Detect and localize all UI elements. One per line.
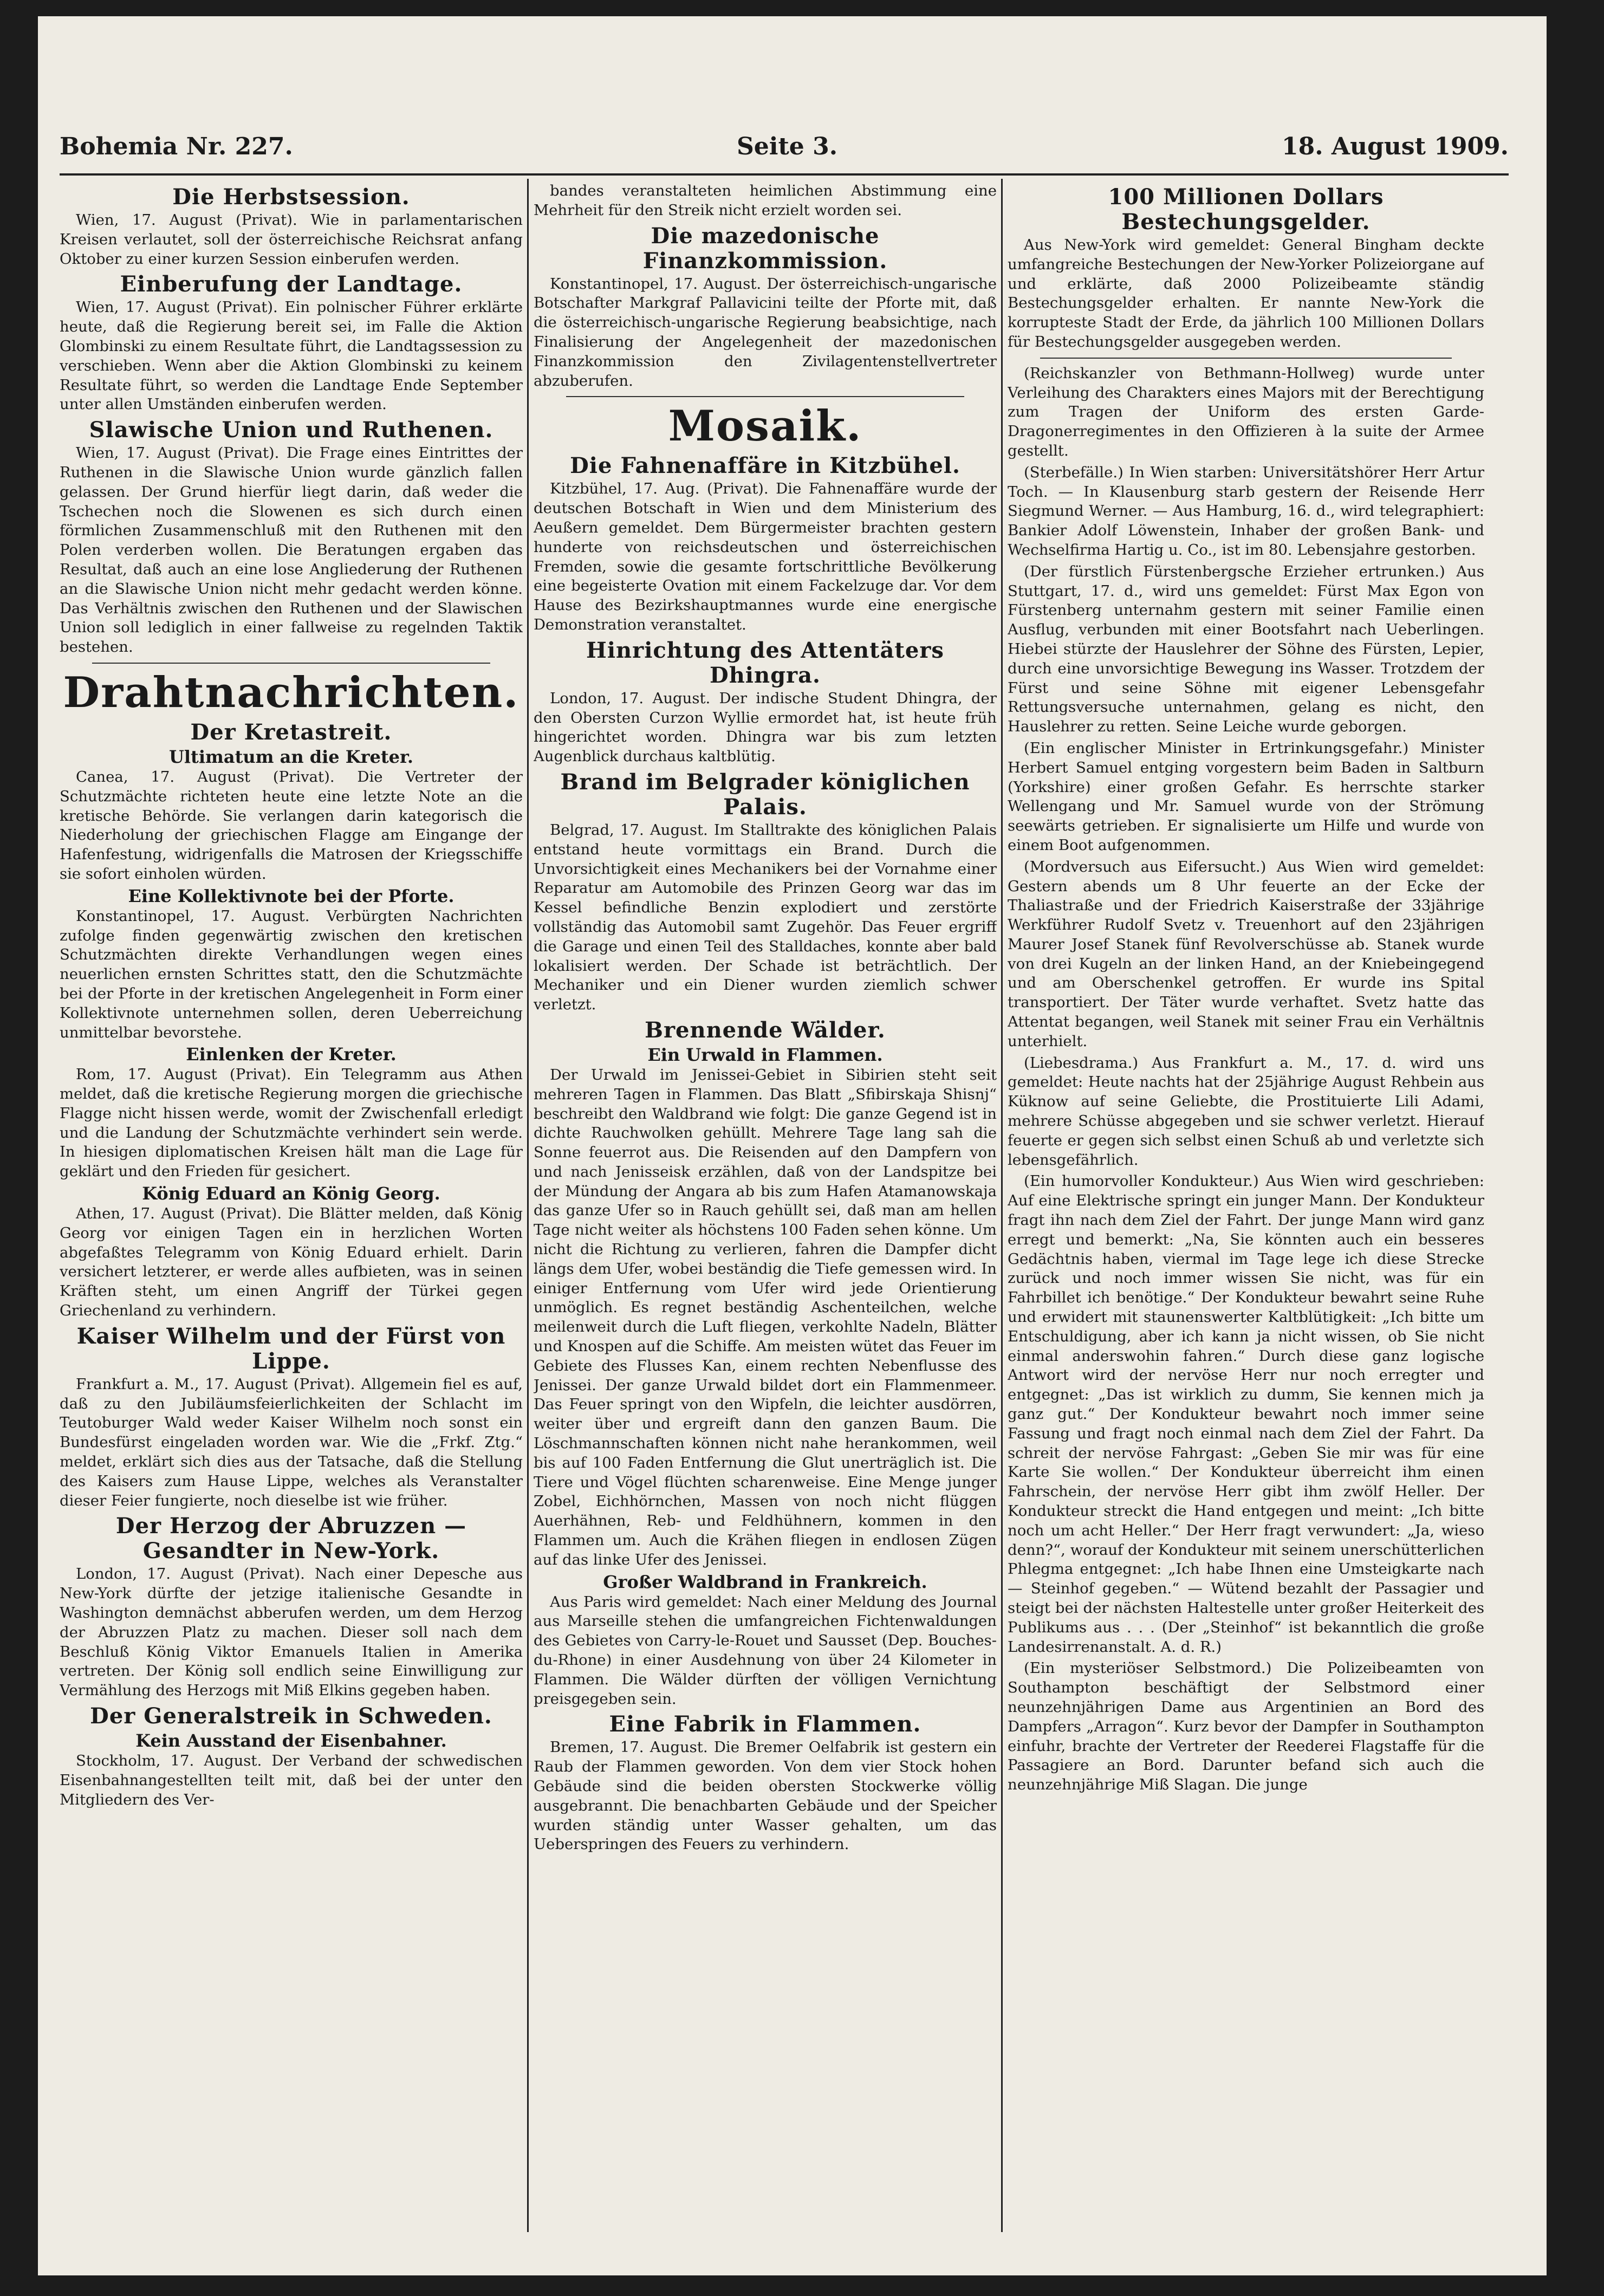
headline: Die Fahnenaffäre in Kitzbühel. (570, 453, 960, 479)
section-divider (1040, 358, 1452, 359)
article-text: Belgrad, 17. August. Im Stalltrakte des königlichen Palais entstand heute vormittags ein Brand. Durch die Unvorsichtigkeit eines Mechanikers bei der Vornahme einer Reparatur am Automobile des Prinzen Georg war das im Kessel befindliche Benzin explodiert und zerstörte vollständig das Automobil samt Zugehör. Das Feuer ergriff die Garage und einen Teil des Stalldaches, konnte aber bald lokalisiert werden. Der Schade ist beträchtlich. Der Mechaniker und ein Diener wurden ziemlich schwer verletzt. (534, 821, 997, 1014)
subheadline: Eine Kollektivnote bei der Pforte. (128, 885, 454, 906)
section-divider (566, 396, 964, 397)
article-text: London, 17. August. Der indische Student Dhingra, der den Obersten Curzon Wyllie ermordet hat, ist heute früh hingerichtet worden. Dhingra war bis zum letzten Augenblick durchaus kaltblütig. (534, 689, 997, 766)
column-rule-1 (527, 179, 529, 2232)
article-text: Bremen, 17. August. Die Bremer Oelfabrik ist gestern ein Raub der Flammen geworden. Von dem vier Stock hohen Gebäude sind die beiden obersten Stockwerke völlig ausgebrannt. Die benachbarten Gebäude und der Speicher wurden ständig unter Wasser gehalten, um das Ueberspringen des Feuers zu verhindern. (534, 1739, 997, 1853)
headline: Der Kretastreit. (190, 719, 392, 745)
header-rule (60, 173, 1509, 176)
article-text: Der Urwald im Jenissei-Gebiet in Sibirien steht seit mehreren Tagen in Flammen. Das Blatt „Sfibirskaja Shisnj“ beschreibt den Waldbrand wie folgt: Die ganze Gegend ist in dichte Rauchwolken gehüllt. Mehrere Tage lang sah die Sonne feuerrot aus. Die Reisenden auf den Dampfern von und nach Jenisseisk erzählen, daß von der Landspitze bei der Mündung der Angara ab bis zum Hafen Atamanowskaja das ganze Ufer so in Rauch gehüllt sei, daß man am hellen Tage nicht weiter als höchstens 100 Faden sehen könne. Um nicht die Richtung zu verlieren, fahren die Dampfer dicht längs dem Ufer, wobei beständig die Tiefe gemessen wird. In einiger Entfernung vom Ufer wird jede Orientierung unmöglich. Es regnet beständig Aschenteilchen, welche meilenweit durch die Luft fliegen, verkohlte Nadeln, Blätter und Knospen auf die Schiffe. Am meisten wütet das Feuer im Gebiete des Flusses Kan, einem rechten Nebenflusse des Jenissei. Der ganze Urwald bildet dort ein Flammenmeer. Das Feuer springt von den Wipfeln, die leichter ausdörren, weiter über und ergreift dann den ganzen Baum. Die Löschmannschaften können nicht nahe herankommen, weil bis auf 100 Faden Entfernung die Glut unerträglich ist. Die Tiere und Vögel flüchten scharenweise. Eine Menge junger Zobel, Eichhörnchen, Massen von noch nicht flüggen Auerhähnen, Reb- und Feldhühnern, kommen in den Flammen um. Auch die Krähen fliegen in endlosen Zügen auf das linke Ufer des Jenissei. (534, 1066, 997, 1568)
article-text: Stockholm, 17. August. Der Verband der schwedischen Eisenbahnangestellten teilt mit, daß bei der unter den Mitgliedern des Ver- (60, 1752, 523, 1808)
article-text: London, 17. August (Privat). Nach einer Depesche aus New-York dürfte der jetzige italienische Gesandte in Washington demnächst abberufen werden, um dem Herzog der Abruzzen Platz zu machen. Dieser soll nach dem Beschluß König Viktor Emanuels Italien in Amerika vertreten. Der König soll endlich seine Einwilligung zur Vermählung des Herzogs mit Miß Elkins gegeben haben. (60, 1565, 523, 1700)
article-text: Wien, 17. August (Privat). Die Frage eines Eintrittes der Ruthenen in die Slawische Union wurde gänzlich fallen gelassen. Der Grund hierfür liegt darin, daß weder die Tschechen noch die Slowenen es sich durch einen förmlichen Zusammenschluß mit den Ruthenen mit den Polen verderben wollen. Die Beratungen ergaben das Resultat, daß auch an eine lose Angliederung der Ruthenen an die Slawische Union nicht mehr gedacht werden könne. Das Verhältnis zwischen den Ruthenen und der Slawischen Union soll lediglich in einer fallweise zu regelnden Taktik bestehen. (60, 444, 523, 656)
article-text: Kitzbühel, 17. Aug. (Privat). Die Fahnenaffäre wurde der deutschen Botschaft in Wien und dem Ministerium des Aeußern gemeldet. Dem Bürgermeister brachten gestern hunderte von reichsdeutschen und österreichischen Fremden, sowie die gesamte fortschrittliche Bevölkerung eine begeisterte Ovation mit einem Fackelzuge dar. Vor dem Hause des Bezirkshauptmannes wurde eine energische Demonstration veranstaltet. (534, 480, 997, 633)
headline: 100 Millionen Dollars Bestechungsgelder. (1108, 184, 1384, 235)
subheadline: Einlenken der Kreter. (186, 1044, 397, 1065)
article-text: (Der fürstlich Fürstenbergsche Erzieher ertrunken.) Aus Stuttgart, 17. d., wird uns gemeldet: Fürst Max Egon von Fürstenberg unternahm gestern mit seiner Familie einen Ausflug, verbunden mit einer Bootsfahrt nach Ueberlingen. Hiebei stürzte der Hauslehrer der Söhne des Fürsten, Lepier, durch eine unvorsichtige Bewegung ins Wasser. Trotzdem der Fürst und seine Söhne mit eigener Lebensgefahr Rettungsversuche unternahmen, gelang es nicht, den Hauslehrer zu retten. Seine Leiche wurde geborgen. (1008, 562, 1484, 736)
headline: Einberufung der Landtage. (120, 271, 463, 297)
column-1 (60, 181, 523, 2251)
article-text: (Ein humorvoller Kondukteur.) Aus Wien wird geschrieben: Auf eine Elektrische springt ein junger Mann. Der Kondukteur fragt ihn nach dem Ziel der Fahrt. Der junge Mann wird ganz erregt und bemerkt: „Na, Sie könnten auch ein besseres Gedächtnis haben, viermal im Tage lege ich diese Strecke zurück und noch immer wissen Sie nicht, was für ein Fahrbillet ich benötige.“ Der Kondukteur bewahrt seine Ruhe und erwidert mit staunenswerter Kaltblütigkeit: „Ich bitte um Entschuldigung, aber ich kann ja nicht wissen, ob Sie nicht einmal anderswohin fahren.“ Durch diese ganz logische Antwort wird der nervöse Herr nur noch erregter und entgegnet: „Das ist wirklich zu dumm, Sie kennen mich ja ganz gut.“ Der Kondukteur bewahrt noch immer seine Fassung und fragt noch einmal nach dem Ziel der Fahrt. Da schreit der nervöse Fahrgast: „Geben Sie mir was für eine Karte Sie wollen.“ Der Kondukteur überreicht ihm einen Fahrschein, der nervöse Herr gibt ihm zwölf Heller. Der Kondukteur streckt die Hand entgegen und meint: „Ich bitte noch um acht Heller.“ Der Herr fragt verwundert: „Ja, wieso denn?“, worauf der Kondukteur mit seinem unerschütterlichen Phlegma entgegnet: „Ich habe Ihnen eine Umsteigkarte nach — Steinhof gegeben.“ — Wütend bezahlt der Passagier und steigt bei der nächsten Haltestelle unter großer Heiterkeit des Publikums aus . . . (Der „Steinhof“ ist bekanntlich die große Landesirrenanstalt. A. d. R.) (1008, 1172, 1484, 1656)
subheadline: König Eduard an König Georg. (142, 1183, 440, 1204)
article-text: Aus New-York wird gemeldet: General Bingham deckte umfangreiche Bestechungen der New-Yorker Polizeiorgane auf und erklärte, daß 2000 Polizeibeamte ständig Bestechungsgelder erhalten. Er nannte New-York die korrupteste Stadt der Erde, da jährlich 100 Millionen Dollars für Bestechungsgelder ausgegeben werden. (1008, 236, 1484, 351)
headline: Kaiser Wilhelm und der Fürst von Lippe. (76, 1323, 506, 1374)
headline: Brennende Wälder. (645, 1017, 886, 1043)
article-text: Frankfurt a. M., 17. August (Privat). Allgemein fiel es auf, daß zu den Jubiläumsfeierlichkeiten der Schlacht im Teutoburger Wald weder Kaiser Wilhelm noch sonst ein Bundesfürst eingeladen worden war. Wie die „Frkf. Ztg.“ meldet, erklärt sich dies aus der Tatsache, daß die Stellung des Kaisers zum Hause Lippe, welches als Veranstalter dieser Feier fungierte, noch dieselbe ist wie früher. (60, 1375, 523, 1509)
article-text: (Sterbefälle.) In Wien starben: Universitätshörer Herr Artur Toch. — In Klausenburg starb gestern der Reisende Herr Siegmund Werner. — Aus Hamburg, 16. d., wird telegraphiert: Bankier Adolf Löwenstein, Inhaber der großen Bank- und Wechselfirma Hartig u. Co., ist im 80. Lebensjahre gestorben. (1008, 463, 1484, 559)
column-2 (534, 181, 997, 2251)
headline: Hinrichtung des Attentäters Dhingra. (586, 637, 944, 688)
header-date: 18. August 1909. (1282, 133, 1509, 160)
article-text: Konstantinopel, 17. August. Der österreichisch-ungarische Botschafter Markgraf Pallavicini teilte der Pforte mit, daß die österreichisch-ungarische Regierung beabsichtige, nach Finalisierung der Angelegenheit der mazedonischen Finanzkommission den Zivilagentenstellvertreter abzuberufen. (534, 275, 997, 390)
headline: Der Herzog der Abruzzen — Gesandter in New-York. (115, 1513, 467, 1564)
article-text: (Reichskanzler von Bethmann-Hollweg) wurde unter Verleihung des Charakters eines Majors mit der Berechtigung zum Tragen der Uniform des ersten Garde-Dragonerregimentes in den Offizieren à la suite der Armee gestellt. (1008, 364, 1484, 459)
article-text: Athen, 17. August (Privat). Die Blätter melden, daß König Georg vor einigen Tagen ein in herzlichen Worten abgefaßtes Telegramm von König Eduard erhielt. Darin versichert letzterer, er werde alles aufbieten, was in seinen Kräften steht, um einen Angriff der Türkei gegen Griechenland zu verhindern. (60, 1205, 523, 1320)
article-text: Wien, 17. August (Privat). Wie in parlamentarischen Kreisen verlautet, soll der österreichische Reichsrat anfang Oktober zu einer kurzen Session einberufen werden. (60, 211, 523, 268)
column-3 (1008, 181, 1484, 2251)
subheadline: Ein Urwald in Flammen. (647, 1044, 883, 1065)
headline: Eine Fabrik in Flammen. (609, 1711, 921, 1737)
column-rule-2 (1001, 179, 1003, 2232)
section-divider (92, 663, 490, 664)
headline: Die mazedonische Finanzkommission. (642, 223, 888, 274)
article-text: Rom, 17. August (Privat). Ein Telegramm aus Athen meldet, daß die kretische Regierung morgen die griechische Flagge nicht hissen werde, womit der Zwischenfall erledigt und die Landung der Schutzmächte verhindert sein werde. In hiesigen diplomatischen Kreisen hält man die Lage für geklärt und den Frieden für gesichert. (60, 1066, 523, 1181)
newspaper-page (38, 16, 1547, 2275)
article-text: (Ein mysteriöser Selbstmord.) Die Polizeibeamten von Southampton beschäftigt der Selbstmord einer neunzehnjährigen Dame aus Argentinien an Bord des Dampfers „Arragon“. Kurz bevor der Dampfer in Southampton einfuhr, brachte der Vertreter der Reederei Flagstaffe für die Passagiere an Bord. Darunter befand sich auch die neunzehnjährige Miß Slagan. Die junge (1008, 1659, 1484, 1794)
subheadline: Ultimatum an die Kreter. (168, 746, 414, 767)
article-text: (Liebesdrama.) Aus Frankfurt a. M., 17. d. wird uns gemeldet: Heute nachts hat der 25jährige August Rehbein aus Küknow auf seine Geliebte, die Prostituierte Lili Adami, mehrere Schüsse abgegeben und sie schwer verletzt. Hierauf feuerte er gegen sich selbst einen Schuß ab und verletzte sich lebensgefährlich. (1008, 1054, 1484, 1169)
article-text: Canea, 17. August (Privat). Die Vertreter der Schutzmächte richteten heute eine letzte Note an die kretische Behörde. Sie verlangen darin kategorisch die Niederholung der griechischen Flagge am Eingange der Hafenfestung, widrigenfalls die Matrosen der Kriegsschiffe sie sofort einholen würden. (60, 768, 523, 883)
headline: Die Herbstsession. (172, 184, 410, 210)
headline: Brand im Belgrader königlichen Palais. (560, 769, 970, 820)
article-text: bandes veranstalteten heimlichen Abstimmung eine Mehrheit für den Streik nicht erzielt worden sei. (534, 182, 997, 219)
subheadline: Kein Ausstand der Eisenbahner. (135, 1730, 447, 1752)
header-page-number: Seite 3. (737, 133, 838, 160)
section-title: Mosaik. (668, 401, 862, 451)
section-title: Drahtnachrichten. (63, 667, 519, 717)
article-text: Aus Paris wird gemeldet: Nach einer Meldung des Journal aus Marseille stehen die umfangreichen Fichtenwaldungen des Gebietes von Carry-le-Rouet und Sausset (Dep. Bouches-du-Rhone) in einer Ausdehnung von über 24 Kilometer in Flammen. Die Wälder dürften der völligen Vernichtung preisgegeben sein. (534, 1593, 997, 1708)
subheadline: Großer Waldbrand in Frankreich. (603, 1571, 927, 1592)
header-publication: Bohemia Nr. 227. (60, 133, 293, 160)
headline: Slawische Union und Ruthenen. (89, 417, 493, 443)
headline: Der Generalstreik in Schweden. (90, 1703, 492, 1729)
page-header (60, 133, 1509, 171)
article-text: Wien, 17. August (Privat). Ein polnischer Führer erklärte heute, daß die Regierung bereit sei, im Falle die Aktion Glombinski zu einem Resultate führt, die Landtagssession zu verschieben. Wenn aber die Aktion Glombinski zu keinem Resultate führt, so werden die Landtage Ende September unter allen Umständen einberufen werden. (60, 299, 523, 413)
article-text: (Ein englischer Minister in Ertrinkungsgefahr.) Minister Herbert Samuel entging vorgestern beim Baden in Saltburn (Yorkshire) einer großen Gefahr. Es herrschte starker Wellengang und Mr. Samuel wurde von der Strömung seewärts getrieben. Er signalisierte um Hilfe und wurde von einem Boot aufgenommen. (1008, 739, 1484, 854)
article-text: Konstantinopel, 17. August. Verbürgten Nachrichten zufolge finden gegenwärtig zwischen den kretischen Schutzmächten direkte Verhandlungen wegen eines neuerlichen ernsten Schrittes statt, den die Schutzmächte bei der Pforte in der kretischen Angelegenheit in Form einer Kollektivnote unternehmen sollen, deren Ueberreichung unmittelbar bevorstehe. (60, 907, 523, 1041)
article-text: (Mordversuch aus Eifersucht.) Aus Wien wird gemeldet: Gestern abends um 8 Uhr feuerte an der Ecke der Thaliastraße und der Friedrich Kaiserstraße der 33jährige Werkführer Rudolf Svetz v. Treuenhort auf den 23jährigen Maurer Josef Stanek fünf Revolverschüsse ab. Stanek wurde von drei Kugeln an der linken Hand, an der Kniebeingegend und am Oberschenkel getroffen. Er wurde ins Spital transportiert. Der Täter wurde verhaftet. Svetz hatte das Attentat begangen, weil Stanek mit seiner Frau ein Verhältnis unterhielt. (1008, 858, 1484, 1050)
